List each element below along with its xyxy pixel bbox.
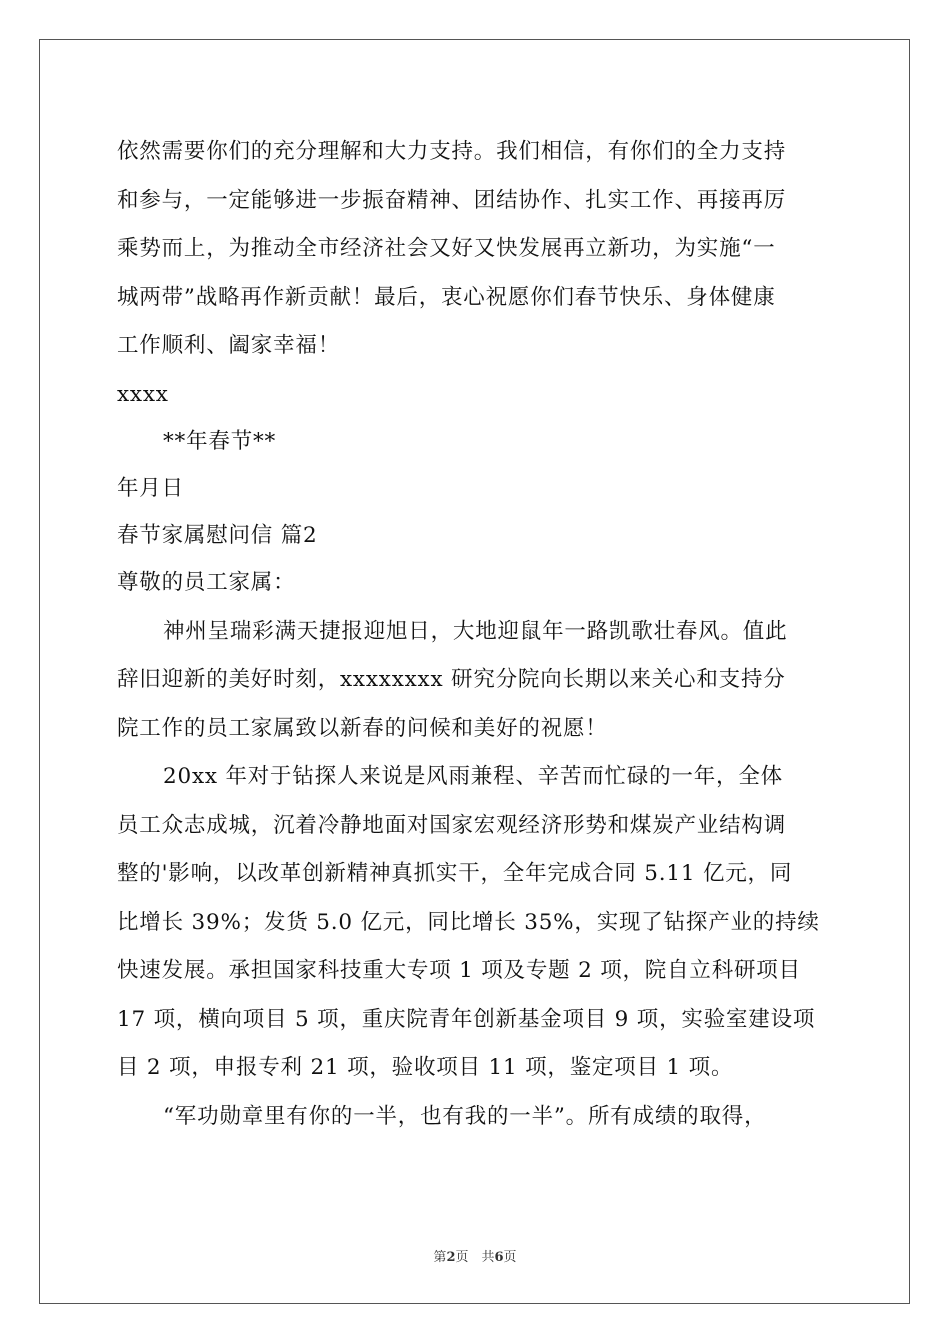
text-line: 比增长 39%；发货 5.0 亿元，同比增长 35%，实现了钻探产业的持续: [117, 909, 820, 935]
text-line: 整的'影响，以改革创新精神真抓实干，全年完成合同 5.11 亿元，同: [117, 861, 793, 886]
footer-mid: 页 共: [455, 1250, 495, 1265]
text-line: 和参与，一定能够进一步振奋精神、团结协作、扎实工作、再接再厉: [117, 187, 787, 213]
text-line: 工作顺利、阖家幸福！: [117, 333, 341, 358]
text-line: “军功勋章里有你的一半，也有我的一半”。所有成绩的取得，: [163, 1103, 767, 1129]
section-title: 春节家属慰问信 篇2: [117, 522, 318, 548]
text-line: 员工众志成城，沉着冷静地面对国家宏观经济形势和煤炭产业结构调: [117, 812, 787, 838]
signature-line: xxxx: [117, 381, 169, 407]
text-line: 辞旧迎新的美好时刻，xxxxxxxx 研究分院向长期以来关心和支持分: [117, 667, 786, 692]
text-line: 院工作的员工家属致以新春的问候和美好的祝愿！: [117, 715, 608, 741]
salutation: 尊敬的员工家属：: [117, 569, 296, 595]
letter-body: [117, 128, 837, 1141]
total-page-number: 6: [494, 1250, 504, 1265]
current-page-number: 2: [446, 1250, 456, 1265]
text-line: 神州呈瑞彩满天捷报迎旭日，大地迎鼠年一路凯歌壮春风。值此: [163, 618, 788, 644]
page-footer: [0, 1246, 950, 1265]
footer-suffix: 页: [503, 1250, 517, 1265]
text-line: 20xx 年对于钻探人来说是风雨兼程、辛苦而忙碌的一年，全体: [163, 764, 783, 789]
text-line: 依然需要你们的充分理解和大力支持。我们相信，有你们的全力支持: [117, 139, 787, 164]
date-line: 年月日: [117, 475, 184, 501]
text-line: 17 项，横向项目 5 项，重庆院青年创新基金项目 9 项，实验室建设项: [117, 1006, 816, 1032]
footer-prefix: 第: [433, 1250, 447, 1265]
text-line: 快速发展。承担国家科技重大专项 1 项及专题 2 项，院自立科研项目: [117, 958, 801, 983]
date-heading: **年春节**: [163, 428, 277, 454]
text-line: 目 2 项，申报专利 21 项，验收项目 11 项，鉴定项目 1 项。: [117, 1055, 734, 1080]
text-line: 乘势而上，为推动全市经济社会又好又快发展再立新功，为实施“一: [117, 236, 776, 261]
text-line: 城两带”战略再作新贡献！最后，衷心祝愿你们春节快乐、身体健康: [117, 284, 776, 310]
